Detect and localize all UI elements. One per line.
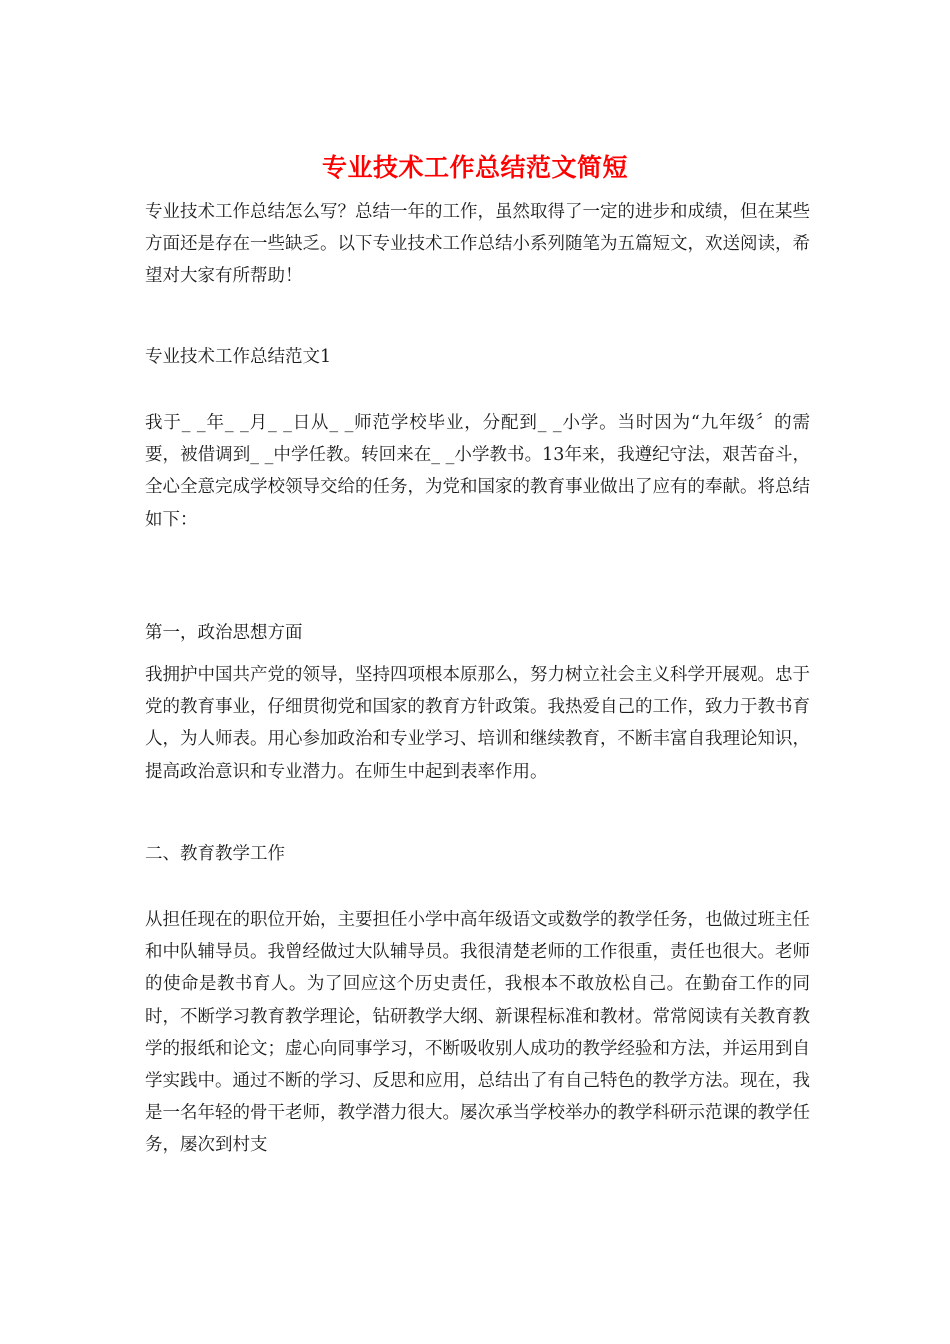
section-heading-sample-1: 专业技术工作总结范文1 bbox=[145, 347, 332, 367]
intro-paragraph: 专业技术工作总结怎么写？总结一年的工作，虽然取得了一定的进步和成绩，但在某些方面还是存在一些缺乏。以下专业技术工作总结小系列随笔为五篇短文，欢送阅读，希望对大家有所帮助！ bbox=[145, 202, 810, 287]
section-heading-political: 第一，政治思想方面 bbox=[145, 623, 303, 643]
political-paragraph: 我拥护中国共产党的领导，坚持四项根本原那么，努力树立社会主义科学开展观。忠于党的教育事业，仔细贯彻党和国家的教育方针政策。我热爱自己的工作，致力于教书育人，为人师表。用心参加政治和专业学习、培训和继续教育，不断丰富自我理论知识，提高政治意识和专业潜力。在师生中起到表率作用。 bbox=[145, 665, 810, 782]
section-heading-teaching: 二、教育教学工作 bbox=[145, 844, 285, 864]
document-title: 专业技术工作总结范文简短 bbox=[321, 153, 628, 182]
background-paragraph: 我于_ _年_ _月_ _日从_ _师范学校毕业，分配到_ _小学。当时因为“九年级〞的需要，被借调到_ _中学任教。转回来在_ _小学教书。13年来，我遵纪守法，艰苦奋斗，全心全意完成学校领导交给的任务，为党和国家的教育事业做出了应有的奉献。将总结如下： bbox=[145, 413, 810, 530]
teaching-paragraph: 从担任现在的职位开始，主要担任小学中高年级语文或数学的教学任务，也做过班主任和中队辅导员。我曾经做过大队辅导员。我很清楚老师的工作很重，责任也很大。老师的使命是教书育人。为了回应这个历史责任，我根本不敢放松自己。在勤奋工作的同时，不断学习教育教学理论，钻研教学大纲、新课程标准和教材。常常阅读有关教育教学的报纸和论文；虚心向同事学习，不断吸收别人成功的教学经验和方法，并运用到自学实践中。通过不断的学习、反思和应用，总结出了有自己特色的教学方法。现在，我是一名年轻的骨干老师，教学潜力很大。屡次承当学校举办的教学科研示范课的教学任务，屡次到村支 bbox=[145, 910, 810, 1156]
